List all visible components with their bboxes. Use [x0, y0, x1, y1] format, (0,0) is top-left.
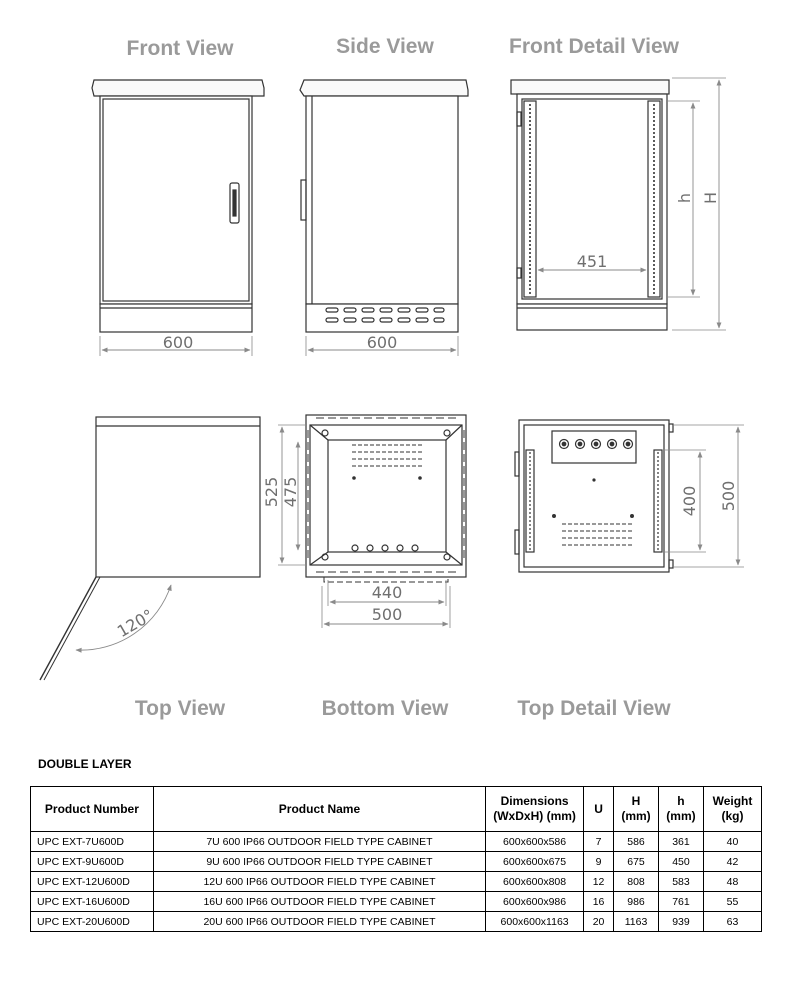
section-heading: DOUBLE LAYER — [38, 757, 132, 771]
top-detail-view-title: Top Detail View — [517, 697, 671, 720]
cell-product-number: UPC EXT-12U600D — [31, 872, 154, 892]
top-detail-view-drawing — [515, 420, 744, 572]
header-dimensions: Dimensions (WxDxH) (mm) — [486, 787, 584, 832]
table-row — [31, 892, 762, 912]
cell-u: 16 — [584, 892, 614, 912]
cell-dimensions: 600x600x586 — [486, 832, 584, 852]
cell-H: 808 — [614, 872, 659, 892]
cell-weight: 55 — [703, 892, 761, 912]
table-header-row — [31, 787, 762, 832]
header-weight: Weight (kg) — [703, 787, 761, 832]
top-detail-inner-label: 400 — [680, 485, 699, 517]
header-product-name: Product Name — [153, 787, 485, 832]
cell-u: 20 — [584, 912, 614, 932]
cell-u: 9 — [584, 852, 614, 872]
cell-H: 1163 — [614, 912, 659, 932]
cell-product-number: UPC EXT-20U600D — [31, 912, 154, 932]
bottom-outer-width-label: 500 — [371, 605, 403, 624]
door-angle-label: 120° — [113, 605, 157, 642]
bottom-outer-depth-label: 525 — [262, 476, 281, 508]
front-detail-view-title: Front Detail View — [509, 35, 679, 58]
bottom-inner-width-label: 440 — [371, 583, 403, 602]
cell-product-name: 20U 600 IP66 OUTDOOR FIELD TYPE CABINET — [153, 912, 485, 932]
cell-u: 7 — [584, 832, 614, 852]
cell-h: 939 — [658, 912, 703, 932]
side-width-label: 600 — [366, 333, 398, 352]
cell-weight: 40 — [703, 832, 761, 852]
cell-product-number: UPC EXT-16U600D — [31, 892, 154, 912]
spec-table — [30, 786, 762, 932]
table-row — [31, 912, 762, 932]
top-detail-outer-label: 500 — [719, 480, 738, 512]
top-view-title: Top View — [134, 697, 226, 720]
cell-weight: 42 — [703, 852, 761, 872]
cell-dimensions: 600x600x808 — [486, 872, 584, 892]
header-H: H (mm) — [614, 787, 659, 832]
cell-product-name: 12U 600 IP66 OUTDOOR FIELD TYPE CABINET — [153, 872, 485, 892]
side-view-title: Side View — [336, 35, 434, 58]
front-view-title: Front View — [126, 37, 234, 60]
cell-weight: 48 — [703, 872, 761, 892]
cell-H: 586 — [614, 832, 659, 852]
cell-H: 986 — [614, 892, 659, 912]
cell-product-name: 7U 600 IP66 OUTDOOR FIELD TYPE CABINET — [153, 832, 485, 852]
cell-dimensions: 600x600x675 — [486, 852, 584, 872]
cell-h: 450 — [658, 852, 703, 872]
side-view-drawing — [300, 80, 468, 356]
cell-product-name: 16U 600 IP66 OUTDOOR FIELD TYPE CABINET — [153, 892, 485, 912]
bottom-inner-depth-label: 475 — [281, 476, 300, 508]
table-row — [31, 852, 762, 872]
header-u: U — [584, 787, 614, 832]
front-view-drawing — [92, 80, 264, 356]
cell-h: 583 — [658, 872, 703, 892]
header-product-number: Product Number — [31, 787, 154, 832]
cell-h: 761 — [658, 892, 703, 912]
cell-u: 12 — [584, 872, 614, 892]
cell-product-number: UPC EXT-7U600D — [31, 832, 154, 852]
front-width-label: 600 — [162, 333, 194, 352]
cell-weight: 63 — [703, 912, 761, 932]
cell-dimensions: 600x600x986 — [486, 892, 584, 912]
cell-h: 361 — [658, 832, 703, 852]
table-row — [31, 872, 762, 892]
cell-dimensions: 600x600x1163 — [486, 912, 584, 932]
detail-h-label: h — [675, 192, 694, 204]
header-h: h (mm) — [658, 787, 703, 832]
detail-inner-width-label: 451 — [576, 252, 608, 271]
top-view-drawing — [40, 417, 260, 680]
cell-H: 675 — [614, 852, 659, 872]
cell-product-name: 9U 600 IP66 OUTDOOR FIELD TYPE CABINET — [153, 852, 485, 872]
table-row — [31, 832, 762, 852]
cell-product-number: UPC EXT-9U600D — [31, 852, 154, 872]
bottom-view-title: Bottom View — [321, 697, 449, 720]
detail-H-label: H — [701, 191, 720, 205]
